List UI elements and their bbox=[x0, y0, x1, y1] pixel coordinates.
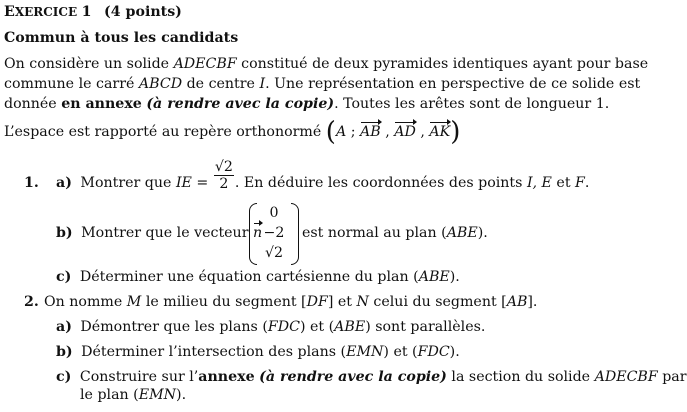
vector-ad: AD bbox=[394, 124, 416, 140]
exercise-word: XERCICE bbox=[14, 5, 78, 19]
intro-line-4: L’espace est rapporté au repère orthonormé (A ; AB , AD , AK) bbox=[4, 117, 461, 147]
vector-entry-3: √2 bbox=[264, 245, 284, 261]
vector-entry-2: −2 bbox=[263, 225, 285, 241]
q2a: a) Démontrer que les plans (FDC) et (ABE) sont parallèles. bbox=[56, 319, 486, 335]
q2c-continued: le plan (EMN). bbox=[80, 387, 187, 403]
vector-ak: AK bbox=[429, 124, 451, 140]
subtitle: Commun à tous les candidats bbox=[4, 30, 239, 46]
q2-intro: On nomme M le milieu du segment [DF] et N celui du segment [AB]. bbox=[44, 294, 538, 310]
vector-n: n bbox=[253, 225, 263, 241]
q2b: b) Déterminer l’intersection des plans (EMN) et (FDC). bbox=[56, 344, 460, 360]
fraction-sqrt2-over-2: $\frac{√2}{2}$ bbox=[214, 158, 233, 192]
q2c: c) Construire sur l’annexe (à rendre avec la copie) la section du solide ADECBF par bbox=[56, 369, 687, 385]
intro-line-3: donnée en annexe (à rendre avec la copie). Toutes les arêtes sont de longueur 1. bbox=[4, 96, 610, 112]
exercise-header bbox=[4, 3, 182, 21]
q1b-end: est normal au plan (ABE). bbox=[302, 225, 488, 241]
q1b: b) Montrer que le vecteur n bbox=[56, 225, 263, 241]
exercise-points: (4 points) bbox=[104, 4, 182, 20]
exercise-prefix: E bbox=[4, 4, 15, 20]
exercise-page bbox=[4, 0, 687, 412]
q2-number: 2. bbox=[24, 294, 39, 310]
exercise-number: 1 bbox=[81, 4, 92, 20]
vector-entry-1: 0 bbox=[269, 205, 279, 221]
intro-line-2: commune le carré ABCD de centre I. Une représentation en perspective de ce solide est bbox=[4, 76, 641, 92]
vector-ab: AB bbox=[360, 124, 381, 140]
q1-number: 1. bbox=[24, 175, 39, 191]
q1a: a) Montrer que IE = $\frac{√2}{2}$ . En déduire les coordonnées des points I, E et F. bbox=[56, 158, 590, 192]
q1c: c) Déterminer une équation cartésienne du plan (ABE). bbox=[56, 269, 460, 285]
vector-n-coordinates bbox=[259, 203, 289, 265]
intro-line-1: On considère un solide ADECBF constitué de deux pyramides identiques ayant pour base bbox=[4, 56, 649, 72]
